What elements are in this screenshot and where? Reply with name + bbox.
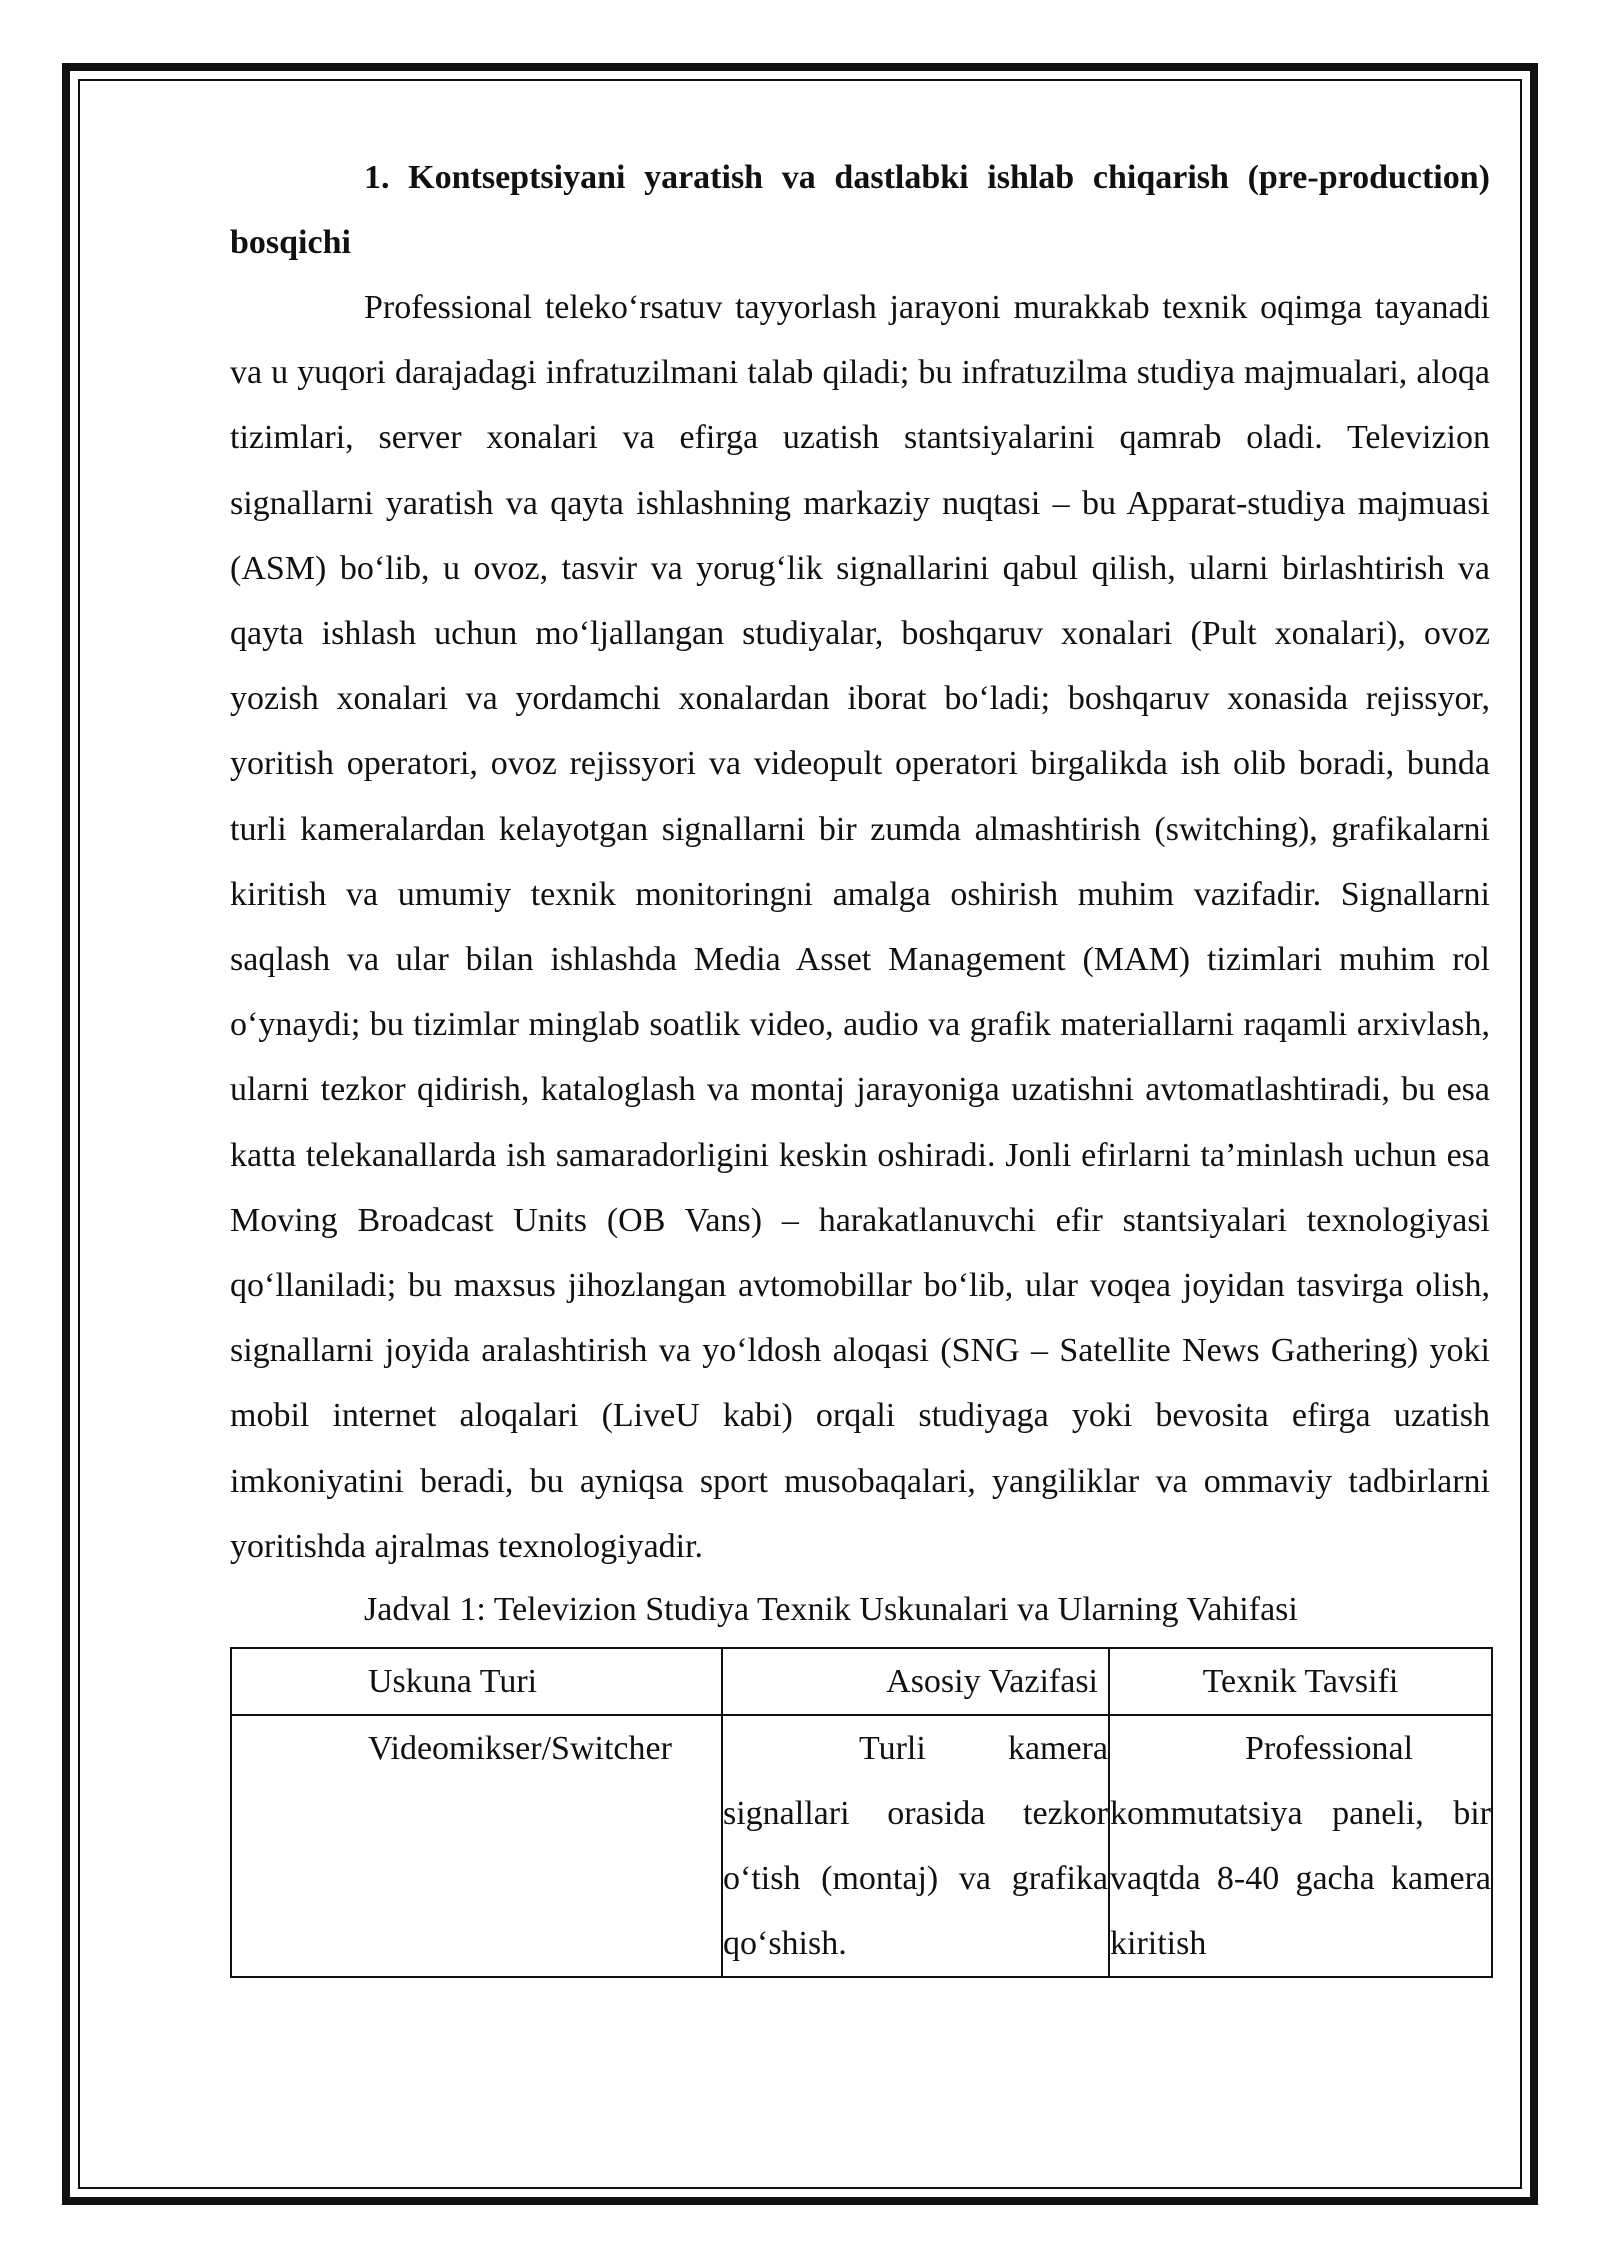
header-main-function: Asosiy Vazifasi: [722, 1648, 1109, 1715]
equipment-table: [230, 1647, 1493, 1978]
cell-equipment-type: Videomikser/Switcher: [231, 1715, 722, 1977]
body-paragraph: Professional teleko‘rsatuv tayyorlash jarayoni murakkab texnik oqimga tayanadi va u yuqori darajadagi infratuzilmani talab qiladi; bu infratuzilma studiya majmualari, aloqa tizimlari, server xonalari va efirga uzatish stantsiyalarini qamrab oladi. Televizion signallarni yaratish va qayta ishlashning markaziy nuqtasi – bu Apparat-studiya majmuasi (ASM) bo‘lib, u ovoz, tasvir va yorug‘lik signallarini qabul qilish, ularni birlashtirish va qayta ishlash uchun mo‘ljallangan studiyalar, boshqaruv xonalari (Pult xonalari), ovoz yozish xonalari va yordamchi xonalardan iborat bo‘ladi; boshqaruv xonasida rejissyor, yoritish operatori, ovoz rejissyori va videopult operatori birgalikda ish olib boradi, bunda turli kameralardan kelayotgan signallarni bir zumda almashtirish (switching), grafikalarni kiritish va umumiy texnik monitoringni amalga oshirish muhim vazifadir. Signallarni saqlash va ular bilan ishlashda Media Asset Management (MAM) tizimlari muhim rol o‘ynaydi; bu tizimlar minglab soatlik video, audio va grafik materiallarni raqamli arxivlash, ularni tezkor qidirish, kataloglash va montaj jarayoniga uzatishni avtomatlashtiradi, bu esa katta telekanallarda ish samaradorligini keskin oshiradi. Jonli efirlarni ta’minlash uchun esa Moving Broadcast Units (OB Vans) – harakatlanuvchi efir stantsiyalari texnologiyasi qo‘llaniladi; bu maxsus jihozlangan avtomobillar bo‘lib, ular voqea joyidan tasvirga olish, signallarni joyida aralashtirish va yo‘ldosh aloqasi (SNG – Satellite News Gathering) yoki mobil internet aloqalari (LiveU kabi) orqali studiyaga yoki bevosita efirga uzatish imkoniyatini beradi, bu ayniqsa sport musobaqalari, yangiliklar va ommaviy tadbirlarni yoritishda ajralmas texnologiyadir.: [230, 289, 1490, 1565]
table-row: [231, 1715, 1492, 1977]
header-technical-description: Texnik Tavsifi: [1109, 1648, 1492, 1715]
cell-technical-description: Professional kommutatsiya paneli, bir vaqtda 8-40 gacha kamera kiritish: [1109, 1715, 1492, 1977]
table-caption: Jadval 1: Televizion Studiya Texnik Uskunalari va Ularning Vahifasi: [364, 1591, 1298, 1629]
section-heading: 1. Kontseptsiyani yaratish va dastlabki ishlab chiqarish (pre-production) bosqichi: [230, 159, 1490, 261]
cell-main-function: Turli kamera signallari orasida tezkor o‘tish (montaj) va grafika qo‘shish.: [722, 1715, 1109, 1977]
page-content: [230, 145, 1490, 1978]
header-equipment-type: Uskuna Turi: [231, 1648, 722, 1715]
table-header-row: [231, 1648, 1492, 1715]
